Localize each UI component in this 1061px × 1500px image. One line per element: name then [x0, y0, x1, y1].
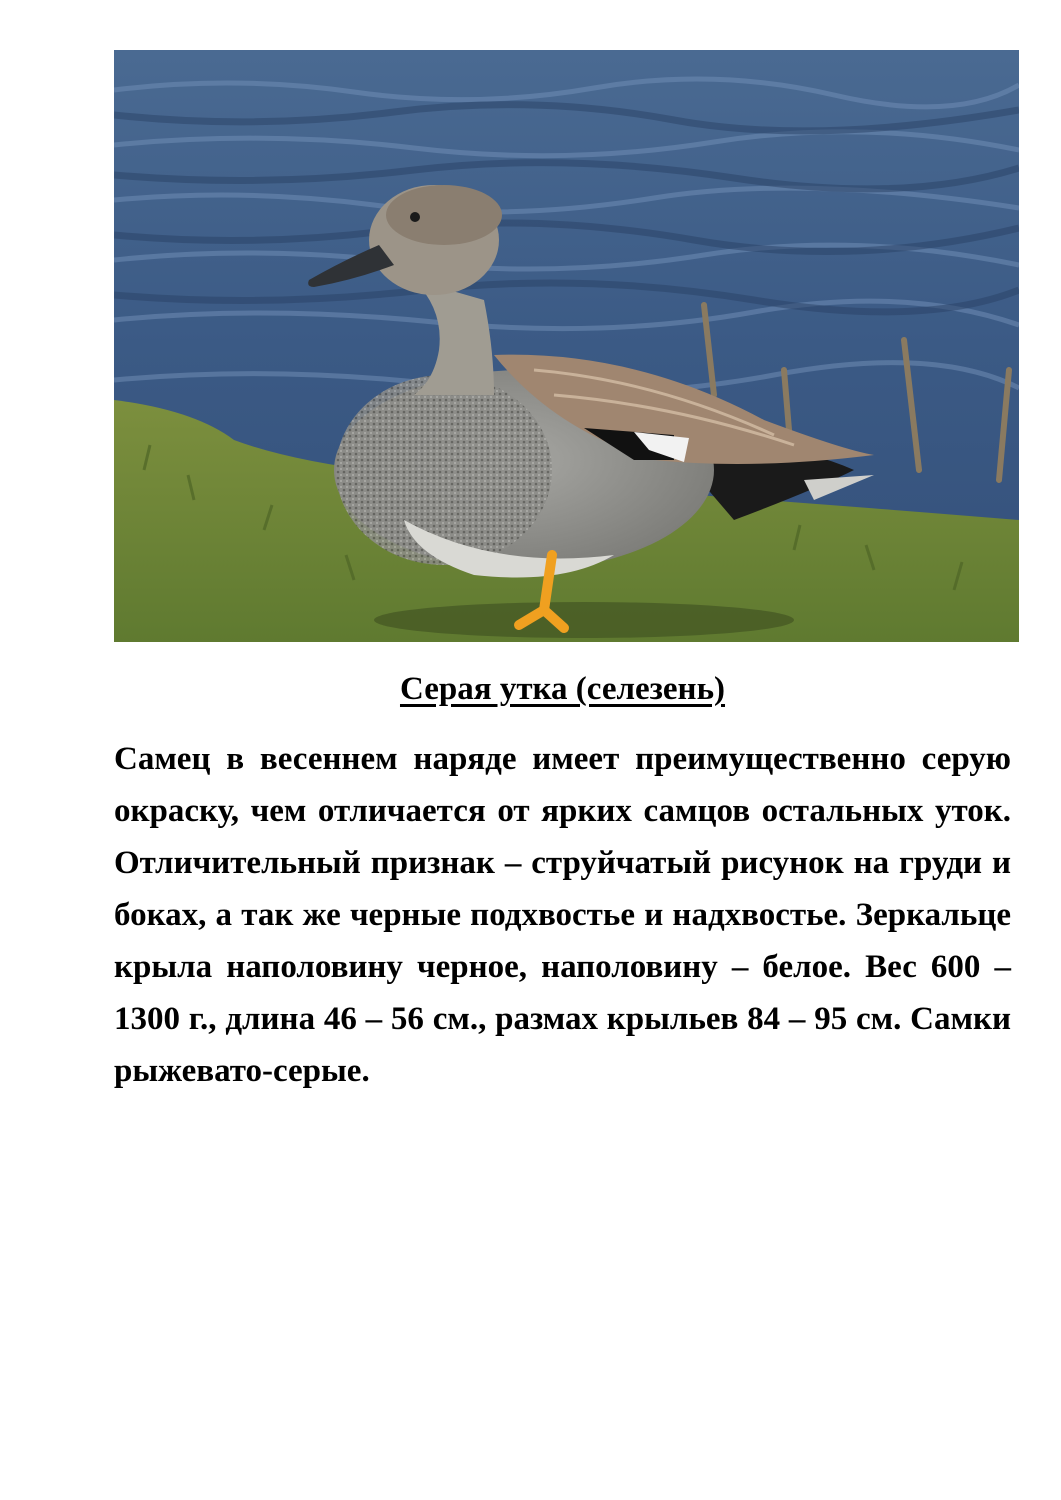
- duck-photo: [114, 50, 1019, 642]
- photo-caption: Серая утка (селезень): [399, 671, 726, 707]
- description-paragraph: Самец в весеннем наряде имеет преимущественно серую окраску, чем отличается от ярких самцов остальных уток. Отличительный признак – струйчатый рисунок на груди и боках, а так же черные подхвостье и надхвостье. Зеркальце крыла наполовину черное, наполовину – белое. Вес 600 – 1300 г., длина 46 – 56 см., размах крыльев 84 – 95 см. Самки рыжевато-серые.: [114, 741, 1011, 1089]
- duck-illustration: [114, 50, 1019, 642]
